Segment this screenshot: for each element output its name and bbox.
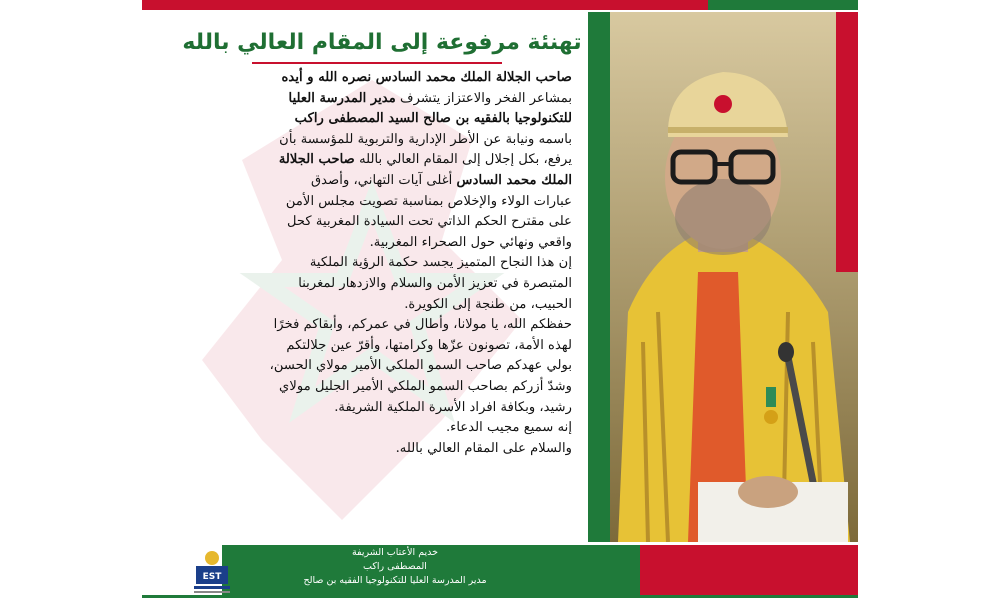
text-span: والسلام على المقام العالي بالله. bbox=[395, 440, 572, 456]
school-logo-icon bbox=[186, 546, 238, 598]
signature-name: المصطفى راكب bbox=[363, 561, 427, 572]
text-span: عبارات الولاء والإخلاص بمناسبة تصويت مجلس الأمن bbox=[285, 193, 572, 209]
text-span: رشيد، وبكافة افراد الأسرة الملكية الشريفة. bbox=[334, 399, 572, 415]
footer-signature bbox=[300, 546, 490, 588]
headline: تهنئة مرفوعة إلى المقام العالي بالله bbox=[182, 30, 582, 55]
signature-title: مدير المدرسة العليا للتكنولوجيا الفقيه بن صالح bbox=[303, 575, 487, 586]
king-portrait-photo bbox=[588, 12, 858, 542]
text-bold: للتكنولوجيا بالفقيه بن صالح السيد المصطفى راكب bbox=[294, 111, 572, 127]
top-stripe-red bbox=[142, 0, 708, 10]
text-span: على مقترح الحكم الذاتي تحت السيادة المغربية كحل bbox=[286, 214, 572, 230]
logo-text: EST bbox=[202, 572, 222, 582]
poster-card bbox=[142, 0, 858, 600]
text-span: حفظكم الله، يا مولانا، وأطال في عمركم، وأبقاكم فخرًا bbox=[273, 317, 572, 333]
paragraph-2 bbox=[160, 253, 572, 315]
paragraph-4 bbox=[160, 418, 572, 459]
text-span: المتبصرة في تعزيز الأمن والسلام والازدهار لمغربنا bbox=[298, 275, 572, 291]
paragraph-1 bbox=[160, 68, 572, 253]
text-span: بمشاعر الفخر والاعتزاز يتشرف bbox=[395, 90, 572, 106]
addressee: صاحب الجلالة الملك محمد السادس نصره الله و أيده bbox=[281, 70, 572, 85]
headline-underline bbox=[252, 62, 502, 64]
text-span: يرفع، بكل إجلال إلى المقام العالي بالله bbox=[354, 152, 572, 168]
footer-red-band bbox=[640, 545, 858, 595]
paragraph-3 bbox=[160, 315, 572, 418]
text-span: لهذه الأمة، تصونون عزّها وكرامتها، وأقرّ عين جلالتكم bbox=[286, 337, 572, 353]
top-stripe bbox=[142, 0, 858, 10]
top-stripe-green bbox=[708, 0, 858, 10]
text-bold: مدير المدرسة العليا bbox=[288, 90, 396, 106]
text-bold: الملك محمد السادس bbox=[456, 172, 572, 188]
text-span: إنه سميع مجيب الدعاء. bbox=[445, 420, 572, 436]
text-span: واقعي ونهائي حول الصحراء المغربية. bbox=[369, 234, 572, 250]
text-span: الحبيب، من طنجة إلى الكويرة. bbox=[404, 296, 572, 312]
signature-line-1: خديم الأعتاب الشريفة bbox=[351, 547, 439, 558]
text-span: باسمه ونيابة عن الأطر الإدارية والتربوية للمؤسسة بأن bbox=[279, 131, 572, 147]
text-span: بولي عهدكم صاحب السمو الملكي الأمير مولاي الحسن، bbox=[269, 358, 572, 374]
text-span: أغلى آيات التهاني، وأصدق bbox=[310, 172, 457, 188]
letter-body bbox=[160, 68, 572, 459]
text-span: وشدّ أزركم بصاحب السمو الملكي الأمير الجليل مولاي bbox=[279, 378, 572, 394]
text-bold: صاحب الجلالة bbox=[278, 152, 355, 168]
text-span: إن هذا النجاح المتميز يجسد حكمة الرؤية الملكية bbox=[309, 255, 572, 271]
bottom-line bbox=[142, 595, 858, 598]
